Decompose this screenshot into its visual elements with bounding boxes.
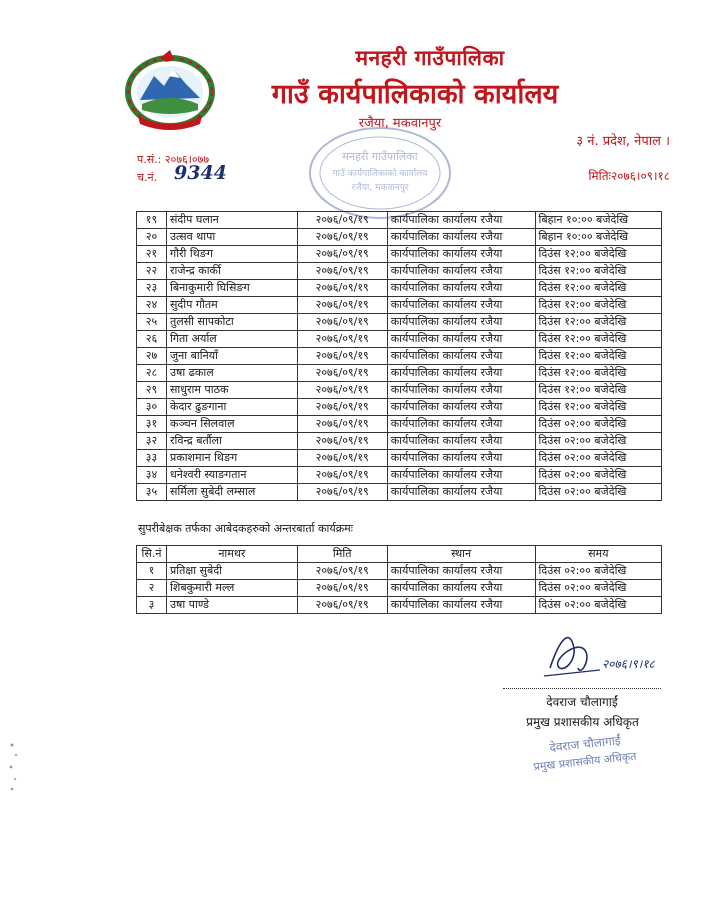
province-label: ३ नं. प्रदेश, नेपाल । xyxy=(576,134,670,149)
cell-time: दिउंस १२:०० बजेदेखि xyxy=(535,280,661,297)
cell-time: बिहान १०:०० बजेदेखि xyxy=(535,229,661,246)
cell-date: २०७६/०९/१९ xyxy=(297,212,387,229)
cell-place: कार्यपालिका कार्यालय रजैया xyxy=(387,229,535,246)
table-row xyxy=(137,348,662,365)
interview-schedule-body xyxy=(137,212,662,501)
cell-name: बिनाकुमारी घिसिङग xyxy=(167,280,298,297)
nepal-emblem-icon xyxy=(124,48,216,130)
cell-place: कार्यपालिका कार्यालय रजैया xyxy=(387,597,535,614)
cell-place: कार्यपालिका कार्यालय रजैया xyxy=(387,416,535,433)
header-date: मिति xyxy=(297,546,387,563)
cell-date: २०७६/०९/१९ xyxy=(297,399,387,416)
header-sn: सि.नं xyxy=(137,546,167,563)
stamp-text-3: रजैया, मकवानपुर xyxy=(351,183,409,193)
cell-date: २०७६/०९/१९ xyxy=(297,348,387,365)
cell-place: कार्यपालिका कार्यालय रजैया xyxy=(387,348,535,365)
header-name: नामथर xyxy=(167,546,298,563)
signatory-name: देवराज चौलागाईं xyxy=(546,695,618,709)
cell-name: प्रकाशमान थिङग xyxy=(167,450,298,467)
cell-sn: ३२ xyxy=(137,433,167,450)
cell-place: कार्यपालिका कार्यालय रजैया xyxy=(387,263,535,280)
cell-place: कार्यपालिका कार्यालय रजैया xyxy=(387,365,535,382)
office-address: रजैया, मकवानपुर xyxy=(358,116,442,131)
cell-name: गिता अर्याल xyxy=(167,331,298,348)
table-row xyxy=(137,467,662,484)
cell-place: कार्यपालिका कार्यालय रजैया xyxy=(387,331,535,348)
cell-name: गौरी थिङग xyxy=(167,246,298,263)
cell-time: दिउंस ०२:०० बजेदेखि xyxy=(535,484,661,501)
table-header-row xyxy=(137,546,662,563)
cell-name: राजेन्द्र कार्की xyxy=(167,263,298,280)
table-row xyxy=(137,382,662,399)
cell-time: दिउंस १२:०० बजेदेखि xyxy=(535,399,661,416)
cell-time: दिउंस ०२:०० बजेदेखि xyxy=(535,563,661,580)
cell-time: दिउंस ०२:०० बजेदेखि xyxy=(535,416,661,433)
signature-icon xyxy=(540,618,680,688)
cell-name: तुलसी सापकोटा xyxy=(167,314,298,331)
dispatch-number-value: 9344 xyxy=(174,162,227,184)
cell-sn: ३१ xyxy=(137,416,167,433)
cell-sn: २१ xyxy=(137,246,167,263)
cell-place: कार्यपालिका कार्यालय रजैया xyxy=(387,484,535,501)
cell-sn: २४ xyxy=(137,297,167,314)
cell-place: कार्यपालिका कार्यालय रजैया xyxy=(387,297,535,314)
cell-place: कार्यपालिका कार्यालय रजैया xyxy=(387,563,535,580)
cell-sn: २९ xyxy=(137,382,167,399)
cell-name: कञ्चन सिलवाल xyxy=(167,416,298,433)
cell-sn: २० xyxy=(137,229,167,246)
cell-time: दिउंस ०२:०० बजेदेखि xyxy=(535,580,661,597)
table-row xyxy=(137,450,662,467)
cell-name: शिबकुमारी मल्ल xyxy=(167,580,298,597)
cell-name: प्रतिक्षा सुबेदी xyxy=(167,563,298,580)
cell-sn: २ xyxy=(137,580,167,597)
cell-sn: ३५ xyxy=(137,484,167,501)
table-row xyxy=(137,484,662,501)
cell-time: बिहान १०:०० बजेदेखि xyxy=(535,212,661,229)
cell-place: कार्यपालिका कार्यालय रजैया xyxy=(387,450,535,467)
supervisor-section-heading: सुपरीबेक्षक तर्फका आबेदकहरुको अन्तरबार्ता कार्यक्रमः xyxy=(138,522,353,535)
cell-sn: २३ xyxy=(137,280,167,297)
cell-place: कार्यपालिका कार्यालय रजैया xyxy=(387,280,535,297)
cell-date: २०७६/०९/१९ xyxy=(297,563,387,580)
cell-date: २०७६/०९/१९ xyxy=(297,365,387,382)
cell-sn: २२ xyxy=(137,263,167,280)
cell-sn: २८ xyxy=(137,365,167,382)
cell-sn: १९ xyxy=(137,212,167,229)
letter-date: मितिः२०७६।०९।१८ xyxy=(588,169,670,183)
reference-number: प.सं.: २०७६।०७७ xyxy=(137,153,210,166)
cell-sn: २६ xyxy=(137,331,167,348)
office-name: गाउँ कार्यपालिकाको कार्यालय xyxy=(271,79,559,110)
cell-place: कार्यपालिका कार्यालय रजैया xyxy=(387,580,535,597)
cell-time: दिउंस १२:०० बजेदेखि xyxy=(535,365,661,382)
cell-date: २०७६/०९/१९ xyxy=(297,331,387,348)
cell-date: २०७६/०९/१९ xyxy=(297,263,387,280)
cell-name: उषा पाण्डे xyxy=(167,597,298,614)
table-row xyxy=(137,246,662,263)
cell-name: साधुराम पाठक xyxy=(167,382,298,399)
cell-place: कार्यपालिका कार्यालय रजैया xyxy=(387,433,535,450)
cell-time: दिउंस १२:०० बजेदेखि xyxy=(535,246,661,263)
cell-time: दिउंस ०२:०० बजेदेखि xyxy=(535,433,661,450)
cell-date: २०७६/०९/१९ xyxy=(297,597,387,614)
cell-time: दिउंस १२:०० बजेदेखि xyxy=(535,314,661,331)
table-row xyxy=(137,331,662,348)
cell-name: उत्सव थापा xyxy=(167,229,298,246)
signatory-title: प्रमुख प्रशासकीय अधिकृत xyxy=(526,715,639,729)
cell-place: कार्यपालिका कार्यालय रजैया xyxy=(387,246,535,263)
cell-time: दिउंस ०२:०० बजेदेखि xyxy=(535,467,661,484)
cell-sn: २७ xyxy=(137,348,167,365)
dispatch-number-label: च.नं. xyxy=(137,171,158,184)
cell-date: २०७६/०९/१९ xyxy=(297,467,387,484)
signature-line xyxy=(503,688,661,689)
cell-place: कार्यपालिका कार्यालय रजैया xyxy=(387,212,535,229)
cell-date: २०७६/०९/१९ xyxy=(297,229,387,246)
cell-name: संदीप घलान xyxy=(167,212,298,229)
cell-place: कार्यपालिका कार्यालय रजैया xyxy=(387,314,535,331)
table-row xyxy=(137,280,662,297)
cell-name: जुना बानियाँ xyxy=(167,348,298,365)
table-row xyxy=(137,416,662,433)
cell-time: दिउंस ०२:०० बजेदेखि xyxy=(535,597,661,614)
cell-name: धनेश्वरी स्याङगतान xyxy=(167,467,298,484)
margin-smudge-icon xyxy=(6,735,24,795)
supervisor-interview-body xyxy=(137,563,662,614)
supervisor-interview-table xyxy=(136,545,662,614)
cell-place: कार्यपालिका कार्यालय रजैया xyxy=(387,399,535,416)
signature-date: २०७६।९।१८ xyxy=(602,657,655,671)
table-row xyxy=(137,263,662,280)
cell-place: कार्यपालिका कार्यालय रजैया xyxy=(387,467,535,484)
cell-place: कार्यपालिका कार्यालय रजैया xyxy=(387,382,535,399)
stamp-text-2: गाउँ कार्यपालिकाको कार्यालय xyxy=(332,169,428,179)
cell-sn: २५ xyxy=(137,314,167,331)
cell-date: २०७६/०९/१९ xyxy=(297,297,387,314)
cell-name: सुदीप गौतम xyxy=(167,297,298,314)
header-time: समय xyxy=(535,546,661,563)
cell-name: उषा ढकाल xyxy=(167,365,298,382)
cell-date: २०७६/०९/१९ xyxy=(297,450,387,467)
cell-sn: ३० xyxy=(137,399,167,416)
cell-date: २०७६/०९/१९ xyxy=(297,314,387,331)
table-row xyxy=(137,365,662,382)
table-row xyxy=(137,563,662,580)
cell-date: २०७६/०९/१९ xyxy=(297,382,387,399)
table-row xyxy=(137,580,662,597)
cell-name: रविन्द्र बर्तौला xyxy=(167,433,298,450)
cell-date: २०७६/०९/१९ xyxy=(297,416,387,433)
table-row xyxy=(137,297,662,314)
signatory-stamp-title: प्रमुख प्रशासकीय अधिकृत xyxy=(532,749,638,774)
table-row xyxy=(137,399,662,416)
cell-date: २०७६/०९/१९ xyxy=(297,580,387,597)
cell-name: सर्मिला सुबेदी लम्साल xyxy=(167,484,298,501)
table-row xyxy=(137,314,662,331)
cell-time: दिउंस १२:०० बजेदेखि xyxy=(535,382,661,399)
cell-date: २०७६/०९/१९ xyxy=(297,484,387,501)
cell-time: दिउंस १२:०० बजेदेखि xyxy=(535,348,661,365)
table-row xyxy=(137,433,662,450)
cell-date: २०७६/०९/१९ xyxy=(297,280,387,297)
cell-name: केदार ढुङगाना xyxy=(167,399,298,416)
stamp-text-1: मनहरी गाउँपालिका xyxy=(342,150,418,163)
cell-sn: ३४ xyxy=(137,467,167,484)
table-row xyxy=(137,597,662,614)
interview-schedule-table xyxy=(136,211,662,501)
cell-time: दिउंस १२:०० बजेदेखि xyxy=(535,297,661,314)
cell-date: २०७६/०९/१९ xyxy=(297,246,387,263)
header-place: स्थान xyxy=(387,546,535,563)
cell-sn: ३ xyxy=(137,597,167,614)
signatory-stamp-name: देवराज चौलागाईं xyxy=(548,733,622,755)
municipality-name: मनहरी गाउँपालिका xyxy=(355,46,505,70)
cell-time: दिउंस १२:०० बजेदेखि xyxy=(535,263,661,280)
table-row xyxy=(137,229,662,246)
table-row xyxy=(137,212,662,229)
cell-sn: १ xyxy=(137,563,167,580)
cell-sn: ३३ xyxy=(137,450,167,467)
cell-time: दिउंस १२:०० बजेदेखि xyxy=(535,331,661,348)
cell-date: २०७६/०९/१९ xyxy=(297,433,387,450)
cell-time: दिउंस ०२:०० बजेदेखि xyxy=(535,450,661,467)
